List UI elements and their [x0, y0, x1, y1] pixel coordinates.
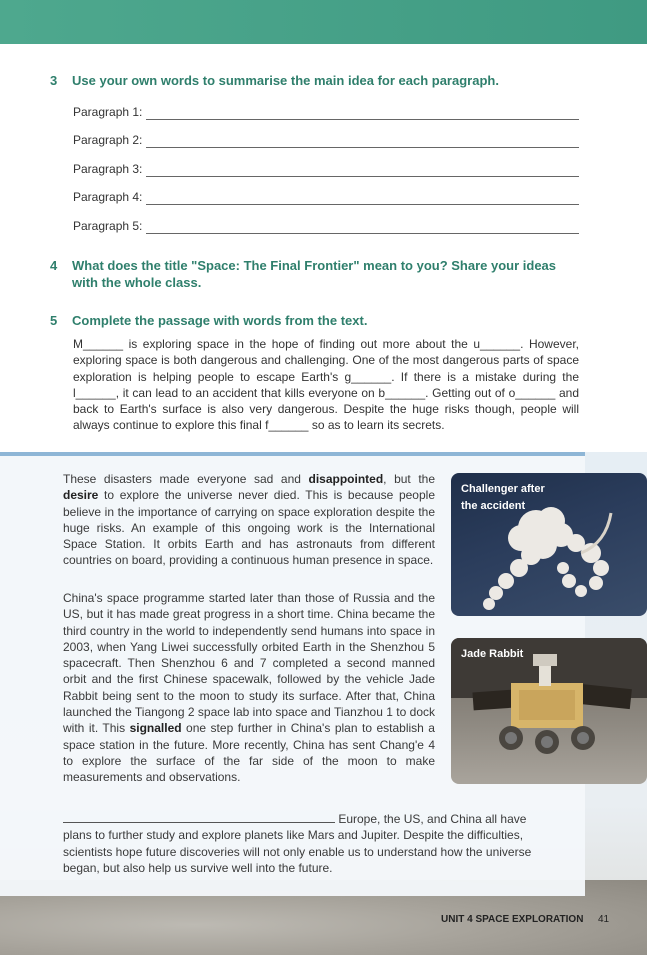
answer-line[interactable]	[146, 233, 579, 234]
question-number: 4	[50, 258, 58, 273]
text-run: Europe, the US, and China all have plans to further study and explore planets like Mars and Jupiter. Despite the difficulties, scientists hope future discoveries will not only enable us to understand how the universe began, but also help us survive well into the future.	[63, 812, 532, 875]
answer-line[interactable]	[146, 119, 579, 120]
blank-line[interactable]	[63, 812, 335, 823]
paragraph-4-row	[73, 188, 579, 208]
article-paragraph-3	[63, 811, 547, 876]
question-number: 3	[50, 73, 58, 88]
cloze-passage	[73, 336, 579, 434]
text-run: to explore the universe never died. This is because people believe in the importance of carrying on space exploration despite the huge risks. An example of this ongoing work is the International Space Station. It orbits Earth and has astronauts from different countries on board, providing a continuous human presence in space.	[63, 488, 435, 568]
paragraph-5-row	[73, 217, 579, 237]
question-3	[50, 73, 499, 88]
keyword-disappointed: disappointed	[308, 472, 384, 486]
jade-rabbit-photo	[451, 638, 647, 784]
article-paragraph-1	[63, 471, 435, 569]
paragraph-label: Paragraph 5:	[73, 219, 143, 233]
answer-line[interactable]	[146, 176, 579, 177]
question-4	[50, 257, 556, 291]
question-text: Complete the passage with words from the text.	[72, 313, 368, 328]
challenger-photo	[451, 473, 647, 616]
section-divider	[0, 452, 585, 456]
paragraph-3-row	[73, 160, 579, 180]
paragraph-label: Paragraph 4:	[73, 190, 143, 204]
text-run: , but the	[383, 472, 435, 486]
paragraph-label: Paragraph 3:	[73, 162, 143, 176]
cloze-passage-text: M______ is exploring space in the hope of finding out more about the u______. However, exploring space is both dangerous and challenging. One of the most dangerous parts of space exploration is helping people to escape Earth's g______. If there is a mistake during the l______, it can lead to an accident that kills everyone on b______. Getting out of o______ and back to Earth's surface is also very dangerous. Despite the huge risks though, people will always continue to explore this final f______ so as to learn its secrets.	[73, 337, 579, 433]
question-5	[50, 313, 367, 328]
paragraph-1-row	[73, 103, 579, 123]
answer-line[interactable]	[146, 147, 579, 148]
text-run: China's space programme started later than those of Russia and the US, but it has made great progress in a short time. China became the third country in the world to independently send humans into space in 2003, when Yang Liwei successfully orbited Earth in the Shenzhou 5 spacecraft. Then Shenzhou 6 and 7 completed a second manned orbit and the first Chinese spacewalk, followed by the vehicle Jade Rabbit being sent to the moon to study its surface. After that, China launched the Tiangong 2 space lab into space and Tianzhou 1 to dock with it. This	[63, 591, 435, 736]
unit-title: UNIT 4 SPACE EXPLORATION	[441, 914, 584, 925]
paragraph-2-row	[73, 131, 579, 151]
text-run: These disasters made everyone sad and	[63, 472, 309, 486]
article-paragraph-2	[63, 590, 435, 786]
photo-caption: Challenger after the accident	[461, 483, 545, 512]
text-run: one step further in China's plan to establish a space station in the future. More recently, China has sent Chang'e 4 to explore the surface of the far side of the moon to make measurements and observations.	[63, 721, 435, 785]
paragraph-label: Paragraph 2:	[73, 133, 143, 147]
photo-caption: Jade Rabbit	[461, 648, 524, 660]
page-number: 41	[598, 914, 610, 925]
keyword-signalled: signalled	[129, 721, 182, 736]
answer-line[interactable]	[146, 204, 579, 205]
question-text-line-1: What does the title "Space: The Final Frontier" mean to you? Share your ideas	[72, 258, 557, 273]
question-text-line-2: with the whole class.	[72, 275, 202, 290]
question-number: 5	[50, 313, 58, 328]
keyword-desire: desire	[63, 488, 99, 503]
top-color-band	[0, 0, 647, 44]
question-text: Use your own words to summarise the main idea for each paragraph.	[72, 73, 499, 88]
paragraph-label: Paragraph 1:	[73, 105, 143, 119]
